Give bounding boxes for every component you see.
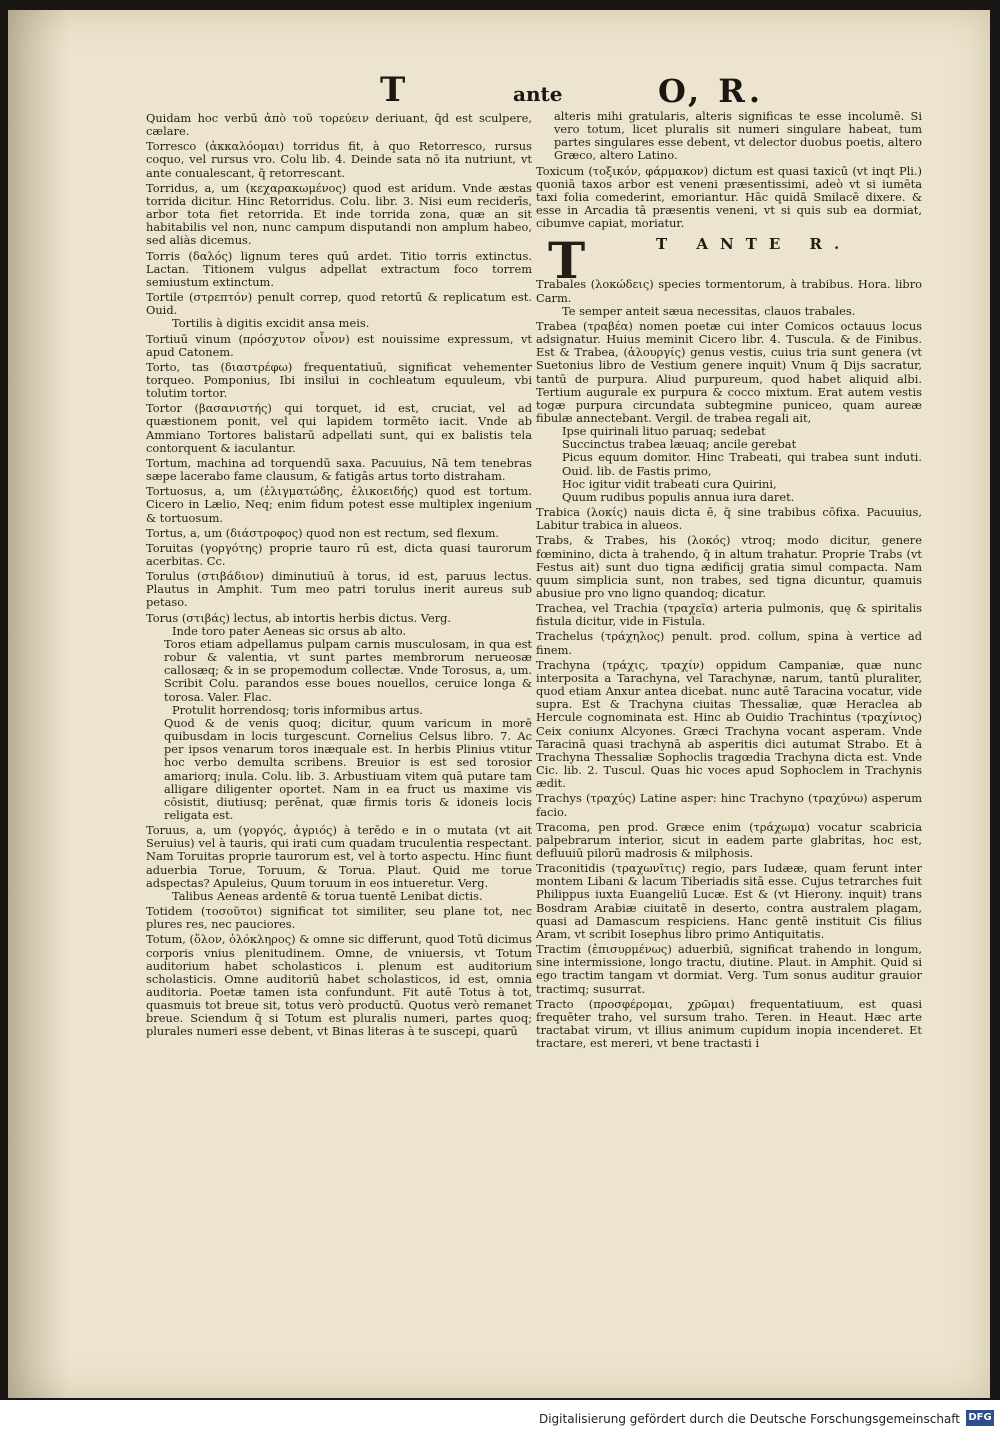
dictionary-entry: Torus (στιβάς) lectus, ab intortis herbis dictus. Verg. [146, 610, 452, 625]
dictionary-entry: Torresco (ἀκκαλόομαι) torridus fit, à quo Retorresco, rursus coquo, vel rursus vro. Colu lib. 4. Deinde sata nō ita nutriunt, vt ante conualescant, q̄ retorrescant. [146, 139, 532, 180]
quotation-line: Protulit horrendosq; toris informibus artus. [172, 702, 423, 717]
left-column [146, 110, 532, 1039]
dictionary-entry: Torulus (στιβάδιον) diminutiuū à torus, id est, paruus lectus. Plautus in Amphit. Tum meo patri torulus inerit aureus sub petaso. [146, 569, 532, 610]
running-header [8, 70, 990, 110]
continuation-paragraph: Quod & de venis quoq; dicitur, quum varicum in morē quibusdam in locis turgescunt. Cornelius Celsus libro. 7. Ac per ipsos venarum toros inæquale est. In herbis Plinius vtitur hoc verbo demulta scribens. Breuior is est sed torosior amariorq; inula. Colu. lib. 3. Arbustiuam vitem quā putare tam alligare diligenter oportet. Nam in ea fruct us maxime vis cōsistit, diutiusq; perēnat, quæ firmis toris & idoneis locis religata est. [164, 715, 532, 822]
header-letter: T [380, 70, 406, 110]
dictionary-entry: Tractim (ἐπισυρμένως) aduerbiū, significat trahendo in longum, sine intermissione, longo tractu, diutine. Plaut. in Amphit. Quid si ego tractim tangam vt dormiat. Verg. Tum sonus auditur grauior tractimq; susurrat. [536, 942, 922, 996]
dictionary-entry: Trabales (λοκώδεις) species tormentorum, à trabibus. Hora. libro Carm. [536, 277, 922, 305]
quotation-line: Tortilis à digitis excidit ansa meis. [172, 316, 370, 331]
dictionary-entry: Tortus, a, um (διάστροφος) quod non est rectum, sed flexum. [146, 525, 500, 540]
dictionary-entry: Torris (δαλός) lignum teres quū ardet. Titio torris extinctus. Lactan. Titionem vulgus adpellat extractum foco torrem semiustum extinctum. [146, 248, 532, 289]
quotation-line: Te semper anteit sæua necessitas, clauos trabales. [562, 303, 856, 318]
dictionary-entry: Totidem (τοσοῦτοι) significat tot similiter, seu plane tot, nec plures res, nec pauciores. [146, 904, 532, 932]
quotation-line: Picus equum domitor. Hinc Trabeati, qui trabea sunt induti. Ouid. lib. de Fastis primo, [562, 450, 922, 478]
footer-bar [0, 1400, 1000, 1435]
quotation-line: Succinctus trabea læuaq; ancile gerebat [562, 437, 797, 452]
dictionary-entry: Trabs, & Trabes, his (λοκός) vtroq; modo dicitur, genere fœminino, dicta à trahendo, q̄ in altum trahatur. Proprie Trabs (vt Festus ait) sunt duo tigna ædificij gratia simul compacta. Nam quum simplicia sunt, non trabes, sed tigna dicuntur, quamuis abusiue pro vno ligno quandoq; dicatur. [536, 533, 922, 600]
dictionary-entry: Trachys (τραχύς) Latine asper: hinc Trachyno (τραχύνω) asperum facio. [536, 791, 922, 819]
dictionary-entry: Torridus, a, um (κεχαρακωμένος) quod est aridum. Vnde æstas torrida dicitur. Hinc Retorridus. Colu. libr. 3. Nisi eum reciderīs, arbor tota fiet retorrida. Et inde torrida zona, quæ an sit habitabilis vel non, nunc campum disputandi non amplum habeo, sed aliàs dicemus. [146, 180, 532, 248]
dictionary-entry: Tortuosus, a, um (ἑλιγματώδης, ἑλικοειδής) quod est tortum. Cicero in Lælio, Neq; enim fidum potest esse multiplex ingenium & tortuosum. [146, 484, 532, 525]
dictionary-entry: Tortum, machina ad torquendū saxa. Pacuuius, Nā tem tenebras sæpe lacerabo fame clausum, & fatigās artus torto distraham. [146, 455, 532, 484]
quotation-line: Inde toro pater Aeneas sic orsus ab alto. [172, 623, 407, 638]
dictionary-entry: Tortor (βασανιστής) qui torquet, id est, cruciat, vel ad quæstionem ponit, vel qui lapidem tormēto iacit. Vnde ab Ammiano Tortores balistarū adpellati sunt, qui ex balistis tela contorquent & iaculantur. [146, 401, 532, 455]
right-column-top [536, 110, 922, 230]
quotation-line: Ipse quirinali lituo paruaq; sedebat [562, 424, 766, 439]
dictionary-entry: Torto, tas (διαστρέφω) frequentatiuū, significat vehementer torqueo. Pomponius, Ibi insilui in cochleatum equuleum, vbi tolutim tortor. [146, 359, 532, 401]
section-title: T ANTE R. [656, 235, 852, 254]
dictionary-entry: Tracoma, pen prod. Græce enim (τράχωμα) vocatur scabricia palpebrarum interior, sicut in eadem parte glabritas, hoc est, defluuiū pilorū madrosis & milphosis. [536, 819, 922, 860]
dfg-logo: DFG [966, 1410, 994, 1426]
dictionary-entry: Toruus, a, um (γοργός, ἀγριός) à terēdo e in o mutata (vt ait Seruius) vel à tauris, qui irati cum quadam truculentia respectant. Nam Toruitas proprie taurorum est, vel à torto aspectu. Hinc fiunt aduerbia Torue, Toruum, & Torua. Plaut. Quid me torue adspectas? Apuleius, Quum toruum in eos intueretur. Verg. [146, 823, 532, 890]
dictionary-entry: Trabea (τραβέα) nomen poetæ cui inter Comicos octauus locus adsignatur. Huius meminit Cicero libr. 4. Tuscula. & de Finibus. Est & Trabea, (ἁλουργίς) genus vestis, cuius tria sunt genera (vt Suetonius libro de Vestium genere inquit) Vnum q̄ Dijs sacratur, tantū de purpura. Aliud purpureum, quod habet aliquid albi. Tertium augurale ex purpura & cocco mixtum. Erat autem vestis togæ purpura circundata subtegmine puniceo, quam aureæ fibulæ annectebant. Vergil. de trabea regali ait, [536, 318, 922, 425]
quotation-line: Hoc igitur vidit trabeati cura Quirini, [562, 476, 777, 491]
continuation-paragraph: Toros etiam adpellamus pulpam carnis musculosam, in qua est robur & valentia, vt sunt partes membrorum nerueosæ callosæq; & in se propemodum collectæ. Vnde Torosus, a, um. Scribit Colu. parandos esse boues nouellos, ceruice longa & torosa. Valer. Flac. [164, 636, 532, 704]
right-column-bottom [536, 278, 922, 1050]
header-word: ante [513, 82, 563, 106]
quotation-line: Quum rudibus populis annua iura daret. [562, 489, 795, 504]
dictionary-entry: Totum, (ὅλον, ὁλόκληρος) & omne sic differunt, quod Totū dicimus corporis vnius plenitudinem. Omne, de vniuersis, vt Totum auditorium habet scholasticos i. plenum est auditorium scholasticis. Omne auditoriū habet scholasticos, id est, omnia auditoria. Poetæ tamen ista confundunt. Fit autē Totus à tot, quasmuis tot breue sit, totus verò productū. Quotus verò remanet breue. Sciendum q̄ si Totum est pluralis numeri, partes quoq; plurales numeri esse debent, vt Binas literas à te suscepi, quarū [146, 932, 532, 1039]
dictionary-entry: Tracto (προσφέρομαι, χρῶμαι) frequentatiuum, est quasi frequēter traho, vel sursum traho. Teren. in Heaut. Hæc arte tractabat virum, vt illius animum cupidum inopia incenderet. Et tractare, est mereri, vt bene tractasti i [536, 996, 922, 1051]
dictionary-entry: Toxicum (τοξικόν, φάρμακον) dictum est quasi taxicū (vt inqt Pli.) quoniā taxos arbor est veneni præsentissimi, adeò vt si iumēta taxi folia comederint, emoriantur. Hāc quidā Smilacē dixere. & esse in Arcadia tā præsentis veneni, vt si quis sub ea dormiat, cibumve capiat, moriatur. [536, 163, 922, 231]
dictionary-entry: Tortiuū vinum (πρόσχυτον οἶνον) est nouissime expressum, vt apud Catonem. [146, 331, 532, 359]
dictionary-entry: Trachea, vel Trachia (τραχεῖα) arteria pulmonis, quę & spiritalis fistula dicitur, vide in Fistula. [536, 601, 922, 629]
quotation-line: Talibus Aeneas ardentē & torua tuentē Lenibat dictis. [172, 888, 483, 903]
dictionary-entry: Trachyna (τράχις, τραχίν) oppidum Campaniæ, quæ nunc interposita a Tarachyna, vel Tarachynæ, narum, tantū pluraliter, quod etiam Anxur antea dicebat. nunc autē Taracina vocatur, vide supra. Est & Trachyna ciuitas Thessaliæ, quæ Heraclea ab Hercule cognominata est. Hinc ab Ouidio Trachintus (τραχίνιος) Ceix coniunx Alcyones. Græci Trachyna vocant asperam. Vnde Taracinā quasi trachynā ab asperitis dici autumat Strabo. Et à Trachyna Thessaliæ Sophoclis tragœdia Trachyna dicta est. Vnde Cic. lib. 2. Tuscul. Quas hic voces apud Sophoclem in Trachynis ædit. [536, 657, 922, 791]
dictionary-entry: Trabica (λοκίς) nauis dicta ē, q̄ sine trabibus cōfixa. Pacuuius, Labitur trabica in alueos. [536, 505, 922, 533]
header-letters: O, R. [658, 72, 765, 110]
dictionary-entry: Tortile (στρεπτόν) penult correp, quod retortū & replicatum est. Ouid. [146, 290, 532, 318]
footer-credit: Digitalisierung gefördert durch die Deutsche Forschungsgemeinschaft [538, 1412, 960, 1426]
right-column [536, 110, 922, 1050]
dictionary-entry: Toruitas (γοργότης) proprie tauro rū est, dicta quasi taurorum acerbitas. Cc. [146, 540, 532, 568]
book-page [8, 10, 990, 1398]
section-initial: T [548, 231, 586, 291]
dictionary-entry: Trachelus (τράχηλος) penult. prod. collum, spina à vertice ad finem. [536, 629, 922, 657]
dictionary-entry: Quidam hoc verbū ἀπὸ τοῦ τορεύειν deriuant, q̄d est sculpere, cælare. [146, 111, 532, 139]
continuation-paragraph: alteris mihi gratularis, alteris significas te esse incolumē. Si vero totum, licet pluralis sit numeri singulare habeat, tum partes singulares esse debent, vt delector duobus poetis, altero Græco, altero Latino. [554, 109, 922, 163]
dictionary-entry: Traconitidis (τραχωνῖτις) regio, pars Iudææ, quam ferunt inter montem Libani & lacum Tiberiadis sitā esse. Cujus tetrarches fuit Philippus iuxta Euangeliū Lucæ. Est & (vt Hierony. inquit) trans Bosdram Arabiæ ciuitatē in deserto, contra australem plagam, quasi ad Damascum respiciens. Hanc gentē instituit Cis filius Aram, vt scribit Iosephus libro primo Antiquitatis. [536, 861, 922, 941]
